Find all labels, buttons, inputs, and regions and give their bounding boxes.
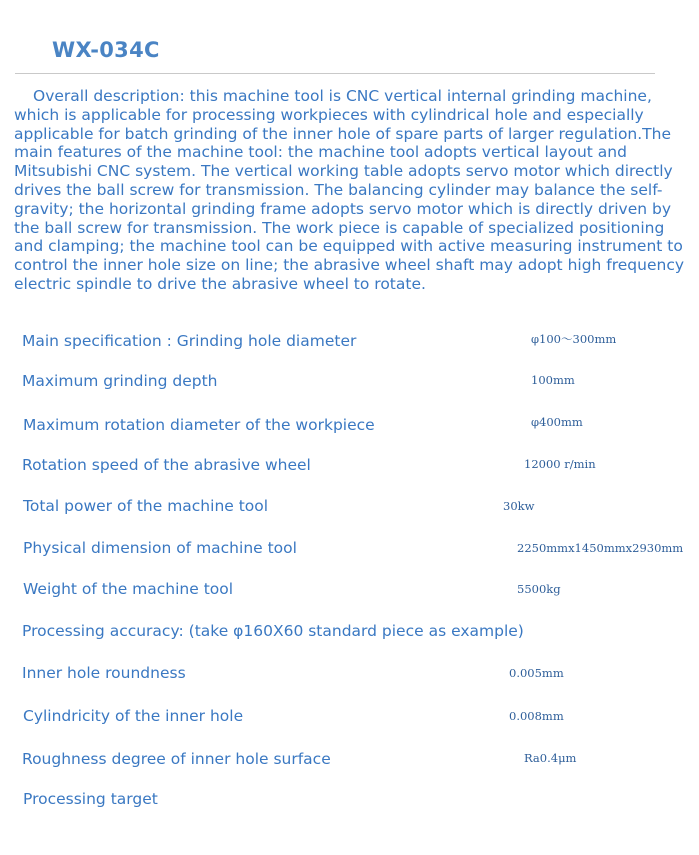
spec-value-max-rotation-diameter: φ400mm	[531, 415, 583, 429]
spec-label-total-power: Total power of the machine tool	[23, 497, 269, 515]
spec-label-wheel-rotation-speed: Rotation speed of the abrasive wheel	[22, 456, 311, 474]
spec-label-max-rotation-diameter: Maximum rotation diameter of the workpiece	[23, 416, 375, 434]
title-divider	[15, 73, 655, 74]
spec-label-machine-weight: Weight of the machine tool	[23, 580, 234, 598]
spec-value-cylindricity: 0.008mm	[509, 709, 564, 723]
spec-value-max-grinding-depth: 100mm	[531, 373, 575, 387]
overall-description: Overall description: this machine tool is CNC vertical internal grinding machine, which is applicable for processing workpieces with cylindrical hole and especially applicable for batch grinding of the inner hole of spare parts of larger regulation.The main features of the machine tool: the machine tool adopts vertical layout and Mitsubishi CNC system. The vertical working table adopts servo motor which directly drives the ball screw for transmission. The balancing cylinder may balance the self-gravity; the horizontal grinding frame adopts servo motor which is directly driven by the ball screw for transmission. The work piece is capable of specialized positioning and clamping; the machine tool can be equipped with active measuring instrument to control the inner hole size on line; the abrasive wheel shaft may adopt high frequency electric spindle to drive the abrasive wheel to rotate.	[14, 87, 685, 293]
spec-label-max-grinding-depth: Maximum grinding depth	[22, 372, 218, 390]
spec-value-inner-hole-roundness: 0.005mm	[509, 666, 564, 680]
spec-value-grinding-hole-diameter: φ100～300mm	[531, 332, 617, 346]
spec-value-wheel-rotation-speed: 12000 r/min	[524, 457, 596, 471]
spec-label-processing-target: Processing target	[23, 790, 158, 808]
spec-label-inner-hole-roundness: Inner hole roundness	[22, 664, 186, 682]
spec-value-total-power: 30kw	[503, 499, 535, 513]
spec-label-grinding-hole-diameter: Main specification : Grinding hole diameter	[22, 332, 357, 350]
spec-label-surface-roughness: Roughness degree of inner hole surface	[22, 750, 331, 768]
spec-value-machine-weight: 5500kg	[517, 582, 561, 596]
spec-value-surface-roughness: Ra0.4μm	[524, 751, 577, 765]
spec-value-physical-dimension: 2250mmx1450mmx2930mm	[517, 541, 684, 555]
page-title: WX-034C	[52, 38, 160, 62]
spec-label-cylindricity: Cylindricity of the inner hole	[23, 707, 244, 725]
spec-label-processing-accuracy: Processing accuracy: (take φ160X60 standard piece as example)	[22, 622, 524, 640]
spec-label-physical-dimension: Physical dimension of machine tool	[23, 539, 297, 557]
